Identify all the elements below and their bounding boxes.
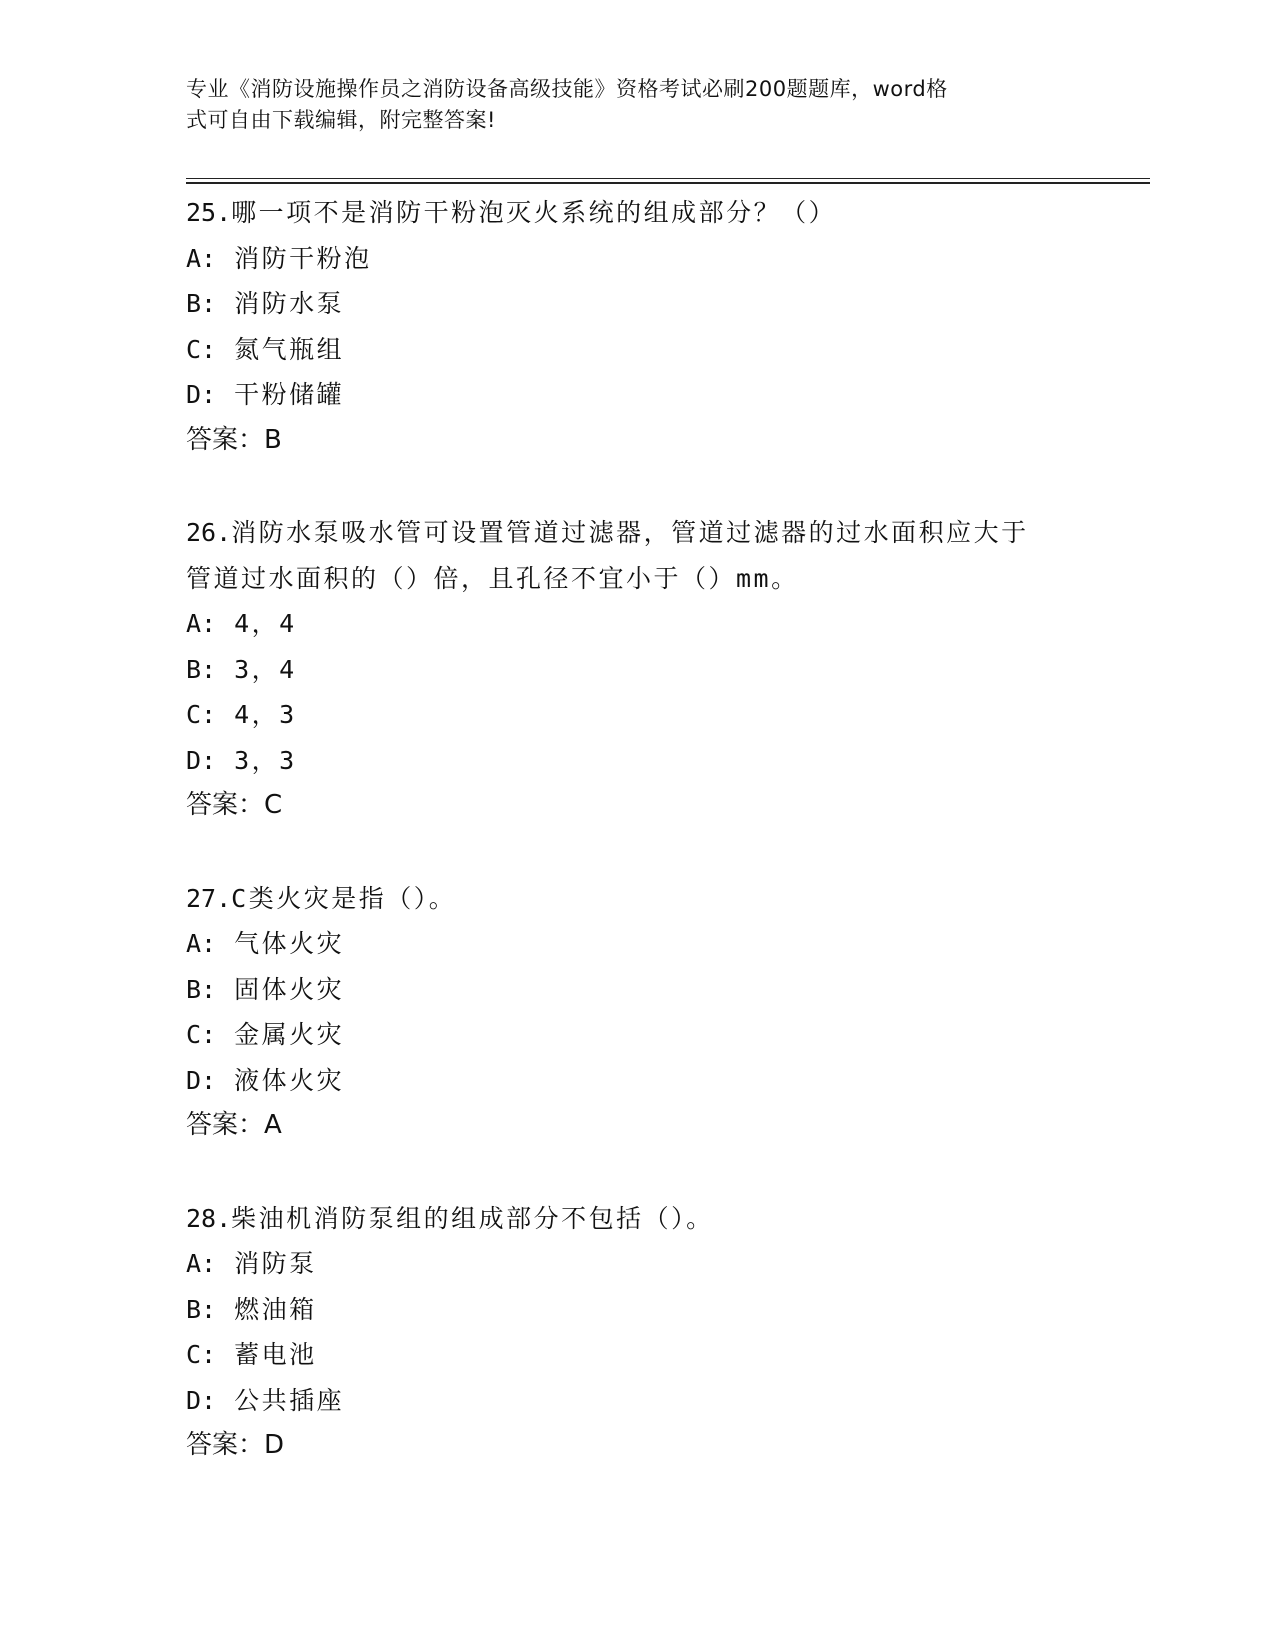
option-text: 气体火灾 [234,929,345,958]
option-b [186,967,1106,1013]
option-c [186,1332,1106,1378]
option-key: C: [186,1020,217,1049]
question-number: 27. [186,883,232,913]
option-text: 干粉储罐 [234,380,345,409]
option-a [186,1241,1106,1287]
header-line-1: 专业《消防设施操作员之消防设备高级技能》资格考试必刷200题题库，word格 [186,77,948,101]
option-key: B: [186,654,217,684]
question-number: 25. [186,198,232,227]
option-key: A: [186,609,217,638]
option-key: D: [186,1065,217,1095]
option-key: B: [186,1294,217,1324]
option-text: 消防泵 [234,1249,317,1278]
question-25 [186,190,1106,463]
option-key: A: [186,1249,217,1278]
answer-line: 答案：D [186,1430,285,1460]
option-c [186,327,1106,373]
option-key: D: [186,380,217,409]
question-text: 哪一项不是消防干粉泡灭火系统的组成部分？（） [231,198,837,227]
option-d [186,1058,1106,1104]
question-stem [186,876,1106,922]
option-a [186,921,1106,967]
option-key: A: [186,243,217,273]
question-28 [186,1196,1106,1469]
option-text: 4，3 [234,700,297,729]
option-key: A: [186,929,217,958]
option-text: 金属火灾 [234,1020,345,1049]
question-stem-continued: 管道过水面积的（）倍，且孔径不宜小于（）mm。 [186,563,799,593]
question-number: 28. [186,1203,232,1233]
option-text: 公共插座 [234,1385,345,1415]
option-key: C: [186,334,217,364]
question-stem [186,1196,1106,1242]
option-b [186,1287,1106,1333]
option-text: 蓄电池 [234,1340,317,1369]
option-d [186,738,1106,784]
option-b [186,647,1106,693]
option-key: B: [186,974,217,1004]
answer-line: 答案：B [186,424,282,455]
question-number: 26. [186,518,232,547]
option-text: 3，3 [234,745,297,775]
option-key: C: [186,1340,217,1369]
option-key: D: [186,745,217,775]
question-stem [186,510,1106,556]
answer-line: 答案：C [186,790,283,820]
option-key: B: [186,289,217,318]
question-text: 柴油机消防泵组的组成部分不包括（）。 [231,1203,714,1233]
header-divider-thick [186,182,1150,184]
question-26 [186,510,1106,829]
option-key: C: [186,700,217,729]
question-list [186,190,1106,1516]
header-line-2: 式可自由下载编辑，附完整答案! [186,108,496,132]
question-text: 消防水泵吸水管可设置管道过滤器，管道过滤器的过水面积应大于 [231,518,1029,547]
document-header [186,74,1066,136]
question-text: C类火灾是指（）。 [231,883,457,913]
option-text: 4，4 [234,609,297,638]
option-text: 3，4 [234,654,297,684]
option-c [186,1012,1106,1058]
option-text: 固体火灾 [234,974,345,1004]
option-a [186,601,1106,647]
question-27 [186,876,1106,1149]
option-c [186,692,1106,738]
option-text: 燃油箱 [234,1294,317,1324]
option-b [186,281,1106,327]
option-d [186,372,1106,418]
option-key: D: [186,1385,217,1415]
header-divider-thin [186,178,1150,179]
option-text: 液体火灾 [234,1065,345,1095]
option-a [186,236,1106,282]
question-stem [186,190,1106,236]
option-text: 消防干粉泡 [234,243,372,273]
option-d [186,1378,1106,1424]
answer-line: 答案：A [186,1110,282,1140]
option-text: 消防水泵 [234,289,345,318]
option-text: 氮气瓶组 [234,334,345,364]
